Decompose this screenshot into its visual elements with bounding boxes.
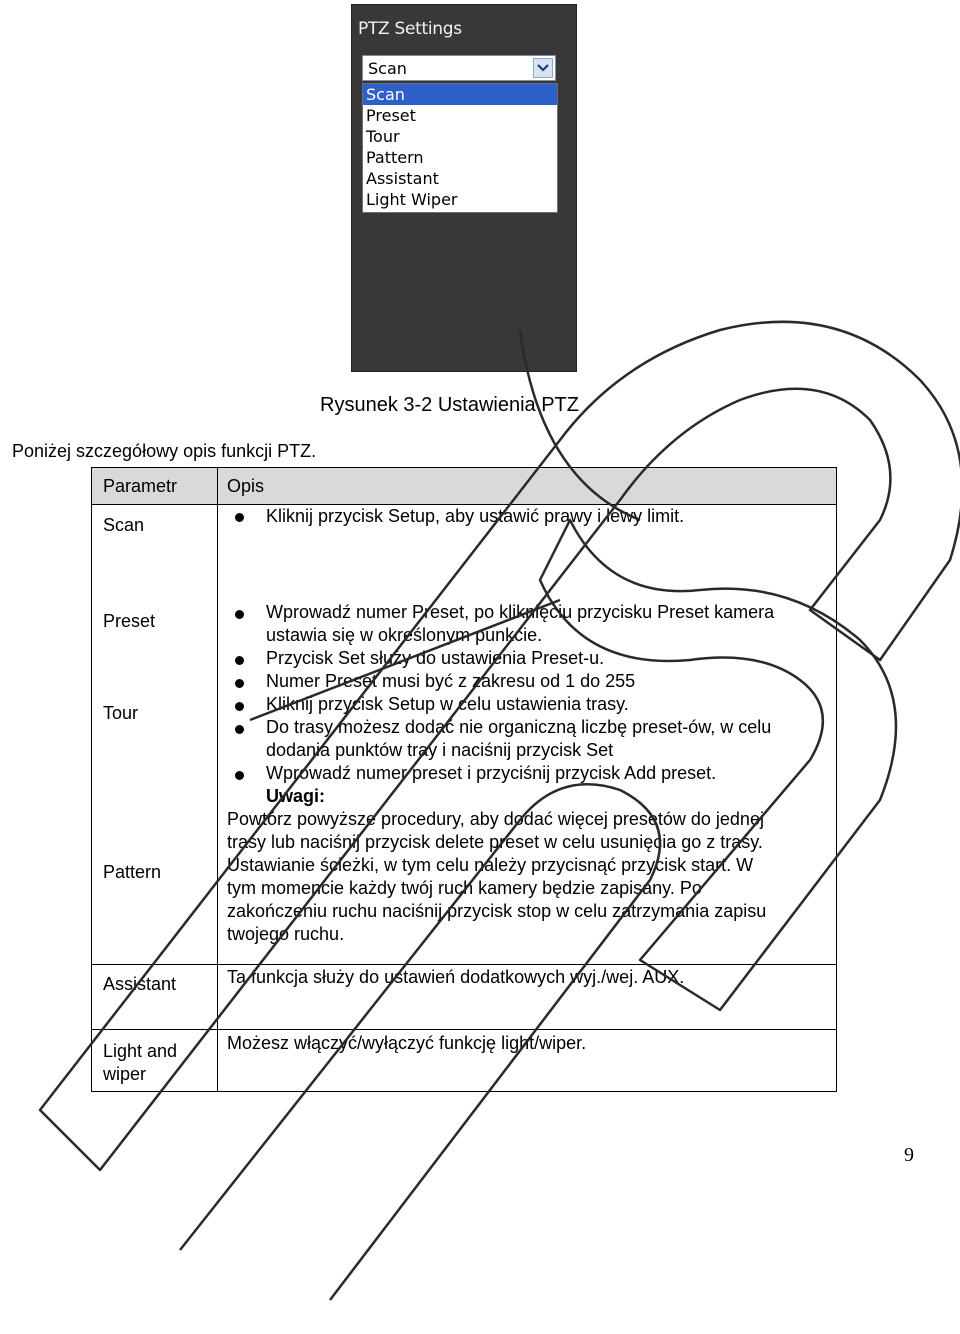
figure-caption: Rysunek 3-2 Ustawienia PTZ: [320, 394, 579, 416]
param-line: wiper: [103, 1064, 147, 1084]
ptz-mode-dropdown-list: [362, 83, 558, 213]
column-divider: [217, 468, 218, 1091]
bullet: [235, 702, 244, 711]
bullet: [235, 610, 244, 619]
param-tour: Tour: [103, 703, 139, 723]
ptz-functions-table: [91, 467, 837, 1092]
preset-desc-1: Wprowadź numer Preset, po kliknięciu przycisku Preset kamera: [266, 602, 775, 622]
chevron-down-icon[interactable]: [533, 58, 553, 78]
tour-desc-2: Do trasy możesz dodać nie organiczną liczbę preset-ów, w celu: [266, 717, 772, 737]
header-opis: Opis: [227, 476, 265, 496]
pattern-desc-1: Ustawianie ścieżki, w tym celu należy przycisnąć przycisk start. W: [227, 855, 754, 875]
ptz-panel-title: PTZ Settings: [358, 19, 462, 39]
bullet: [235, 679, 244, 688]
table-header-row: [92, 468, 836, 505]
bullet: [235, 725, 244, 734]
param-assistant: Assistant: [103, 974, 177, 994]
param-scan: Scan: [103, 515, 145, 535]
row-divider: [92, 964, 836, 965]
bullet: [235, 513, 244, 522]
row-divider: [92, 1029, 836, 1030]
option-pattern[interactable]: Pattern: [366, 148, 424, 167]
option-tour[interactable]: Tour: [366, 127, 400, 146]
param-light-and-wiper: [103, 1040, 177, 1086]
param-line: Light and: [103, 1041, 178, 1061]
preset-desc-1-cont: ustawia się w określonym punkcie.: [266, 625, 543, 645]
scan-desc: Kliknij przycisk Setup, aby ustawić prawy i lewy limit.: [266, 506, 685, 526]
option-light-wiper[interactable]: Light Wiper: [366, 190, 458, 209]
pattern-desc-2: tym momencie każdy twój ruch kamery będzie zapisany. Po: [227, 878, 702, 898]
pattern-desc-3: zakończeniu ruchu naciśnij przycisk stop w celu zatrzymania zapisu: [227, 901, 767, 921]
tour-notes-label: Uwagi:: [266, 786, 326, 806]
pattern-desc-4: twojego ruchu.: [227, 924, 345, 944]
tour-notes-text: Powtórz powyższe procedury, aby dodać więcej presetów do jednej: [227, 809, 764, 829]
ptz-select-value: Scan: [368, 59, 407, 78]
param-pattern: Pattern: [103, 862, 162, 882]
bullet: [235, 656, 244, 665]
tour-desc-2-cont: dodania punktów tray i naciśnij przycisk Set: [266, 740, 614, 760]
param-preset: Preset: [103, 611, 156, 631]
tour-notes-text-cont: trasy lub naciśnij przycisk delete preset w celu usunięcia go z trasy.: [227, 832, 763, 852]
intro-text: Poniżej szczegółowy opis funkcji PTZ.: [12, 441, 317, 461]
option-preset[interactable]: Preset: [366, 106, 416, 125]
preset-desc-3: Numer Preset musi być z zakresu od 1 do 255: [266, 671, 636, 691]
bullet: [235, 771, 244, 780]
header-parametr: Parametr: [103, 476, 178, 496]
preset-desc-2: Przycisk Set służy do ustawienia Preset-u.: [266, 648, 605, 668]
option-scan[interactable]: Scan: [363, 84, 557, 105]
option-assistant[interactable]: Assistant: [366, 169, 439, 188]
tour-desc-3: Wprowadź numer preset i przyciśnij przycisk Add preset.: [266, 763, 717, 783]
page-number: 9: [904, 1144, 914, 1166]
assistant-desc: Ta funkcja służy do ustawień dodatkowych wyj./wej. AUX.: [227, 967, 685, 987]
ptz-settings-panel: [351, 4, 577, 372]
tour-desc-1: Kliknij przycisk Setup w celu ustawienia trasy.: [266, 694, 629, 714]
ptz-mode-select[interactable]: [362, 55, 556, 81]
light-wiper-desc: Możesz włączyć/wyłączyć funkcję light/wiper.: [227, 1033, 587, 1053]
